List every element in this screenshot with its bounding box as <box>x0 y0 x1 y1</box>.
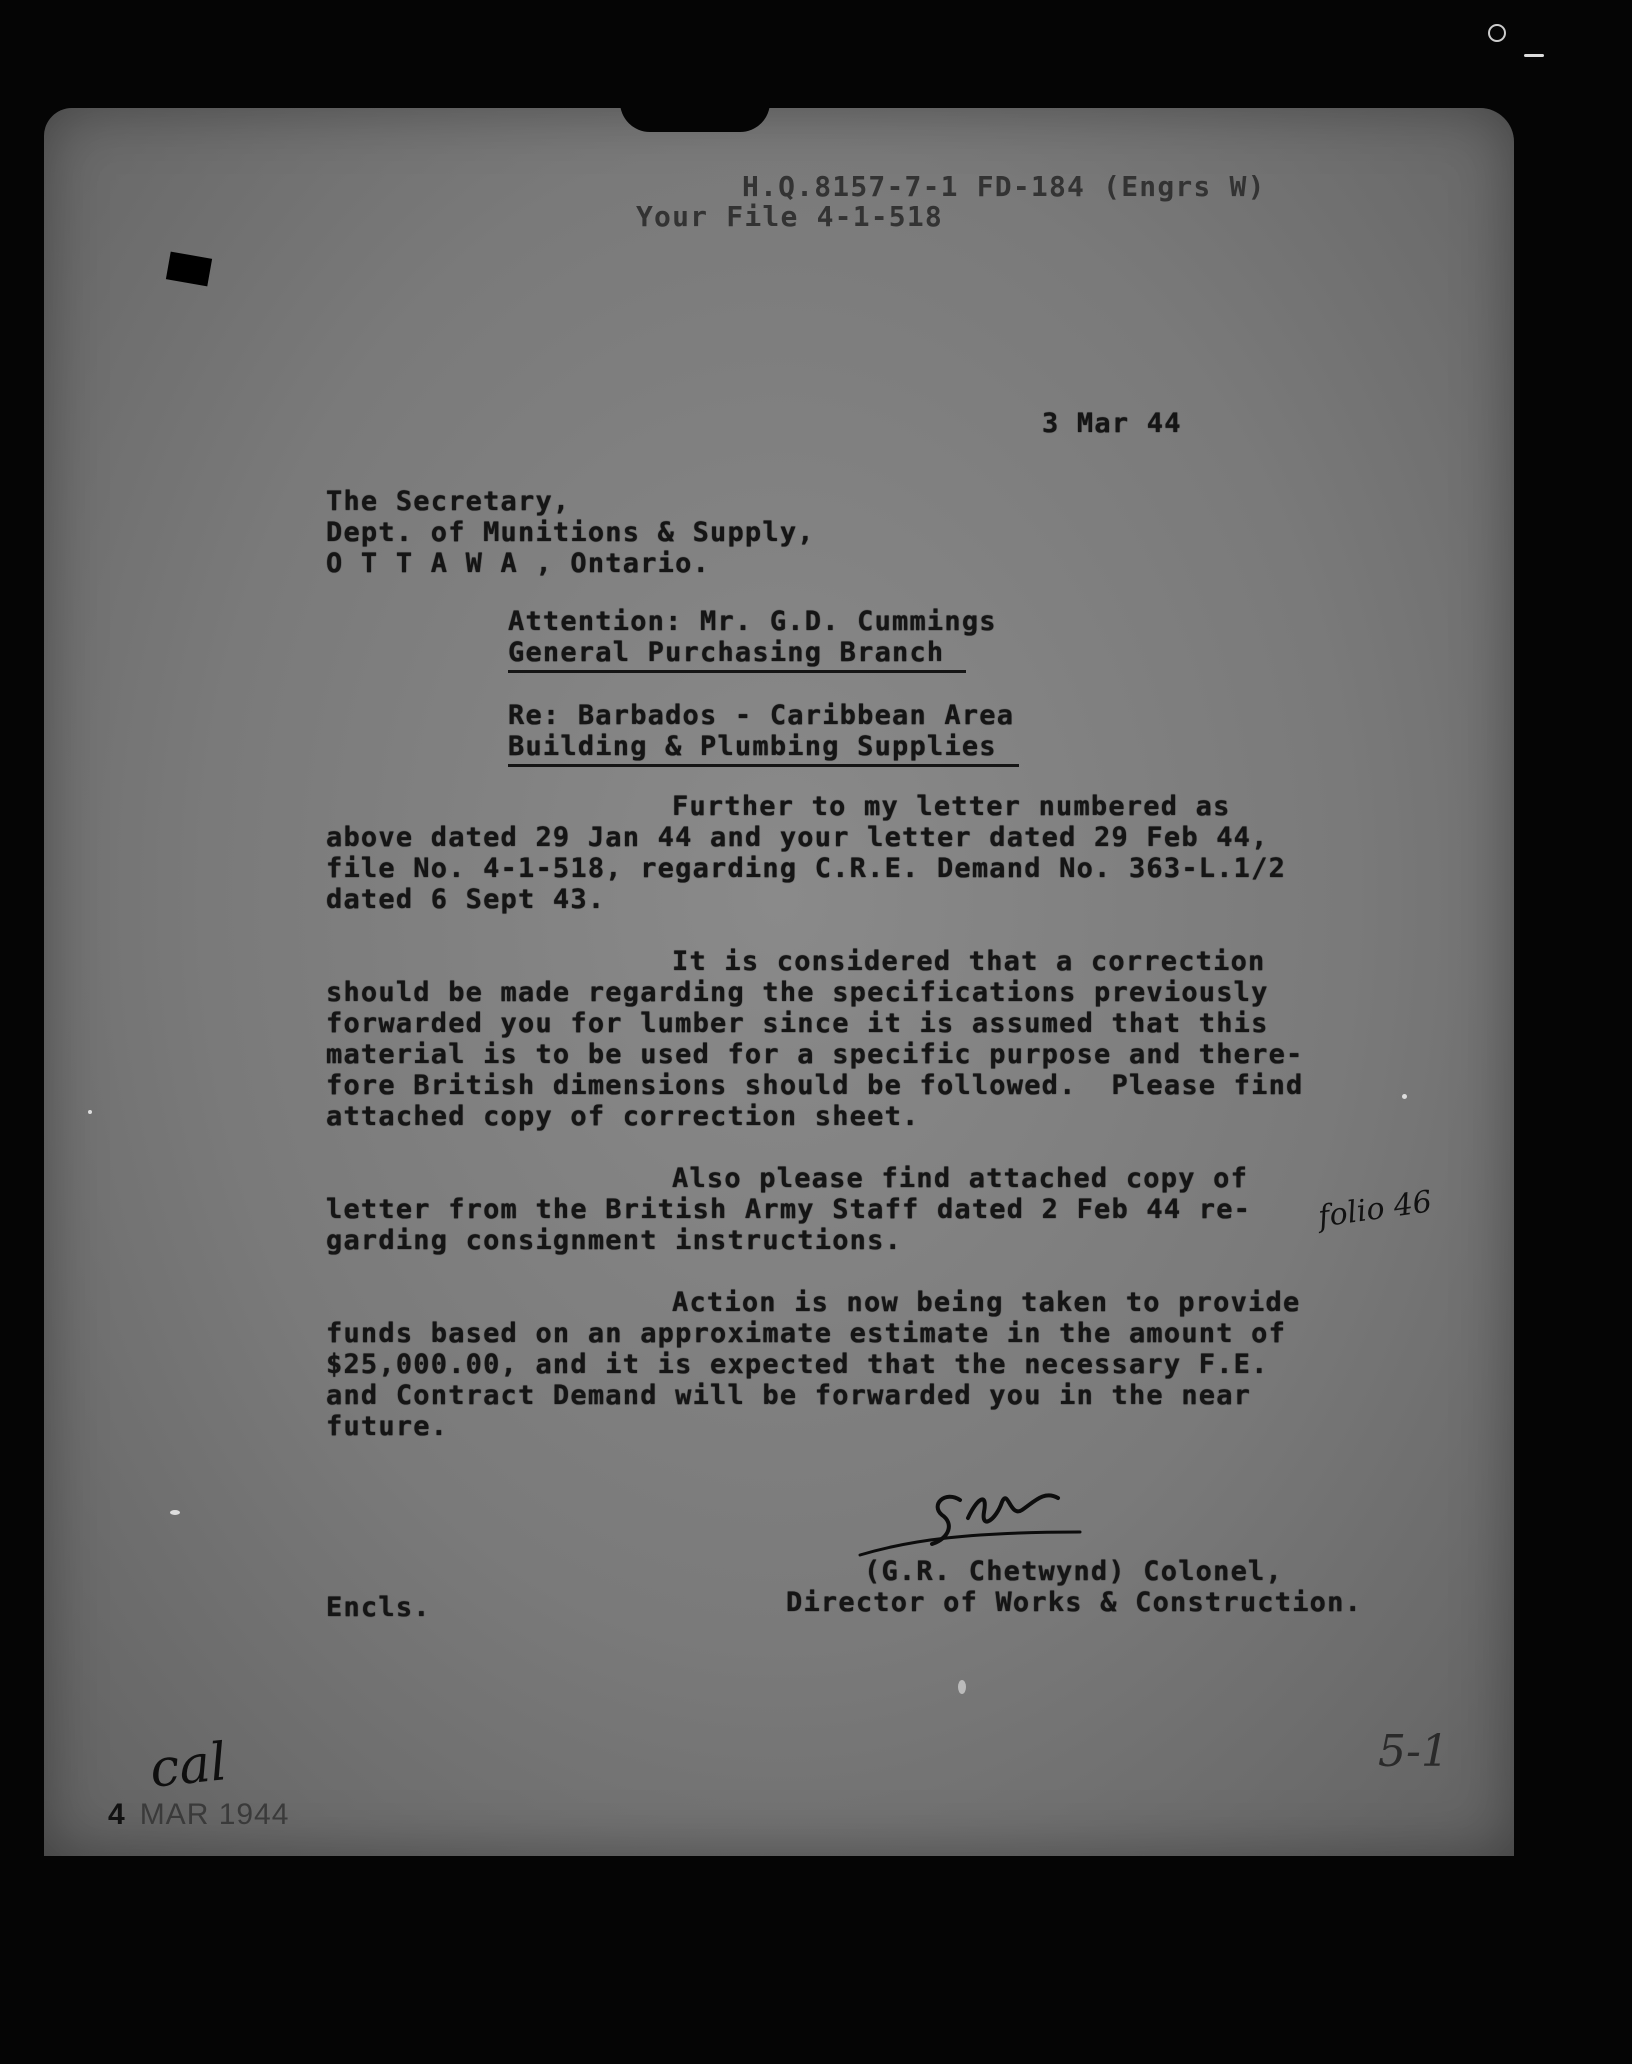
body-p1-line-1: Further to my letter numbered as <box>672 791 1231 822</box>
hq-file-reference: H.Q.8157-7-1 FD-184 (Engrs W) <box>742 170 1266 203</box>
enclosures-label: Encls. <box>326 1592 431 1623</box>
scan-speck <box>1402 1094 1407 1099</box>
scan-speck <box>958 1680 966 1694</box>
letter-date: 3 Mar 44 <box>1042 408 1182 439</box>
signature <box>850 1460 1090 1570</box>
addressee-line-2: Dept. of Munitions & Supply, <box>326 517 815 548</box>
scan-speck <box>1488 24 1506 42</box>
body-p3-line-1: Also please find attached copy of <box>672 1163 1249 1194</box>
body-p4-line-1: Action is now being taken to provide <box>672 1287 1301 1318</box>
body-p4-line-4: and Contract Demand will be forwarded you in the near <box>326 1380 1252 1411</box>
attention-line: Attention: Mr. G.D. Cummings <box>508 606 997 637</box>
addressee-line-1: The Secretary, <box>326 486 571 517</box>
paper-tear <box>620 92 770 132</box>
your-file-reference: Your File 4-1-518 <box>636 200 943 233</box>
body-p4-line-2: funds based on an approximate estimate in the amount of <box>326 1318 1287 1349</box>
received-date-stamp <box>108 1798 289 1832</box>
attention-branch: General Purchasing Branch <box>508 637 966 673</box>
handwritten-initials: cal <box>147 1732 230 1800</box>
scan-speck <box>170 1510 180 1515</box>
signatory-title: Director of Works & Construction. <box>786 1587 1363 1618</box>
body-p4-line-3: $25,000.00, and it is expected that the necessary F.E. <box>326 1349 1269 1380</box>
body-p1-line-3: file No. 4-1-518, regarding C.R.E. Demand No. 363-L.1/2 <box>326 853 1287 884</box>
subject-line: Re: Barbados - Caribbean Area <box>508 700 1015 731</box>
body-p1-line-2: above dated 29 Jan 44 and your letter dated 29 Feb 44, <box>326 822 1269 853</box>
body-p4-line-5: future. <box>326 1411 449 1442</box>
body-p2-line-3: forwarded you for lumber since it is assumed that this <box>326 1008 1269 1039</box>
signatory-name: (G.R. Chetwynd) Colonel, <box>864 1556 1283 1587</box>
stamp-month-year: MAR 1944 <box>139 1798 290 1831</box>
addressee-line-3: O T T A W A , Ontario. <box>326 548 711 579</box>
page-number-mark: 5-1 <box>1378 1726 1449 1777</box>
body-p2-line-2: should be made regarding the specifications previously <box>326 977 1269 1008</box>
handwritten-folio-note: folio 46 <box>1316 1184 1435 1235</box>
scan-speck <box>1524 54 1544 57</box>
stamp-day: 4 <box>108 1798 126 1831</box>
body-p2-line-4: material is to be used for a specific purpose and there- <box>326 1039 1304 1070</box>
subject-detail: Building & Plumbing Supplies <box>508 731 1019 767</box>
body-p3-line-3: garding consignment instructions. <box>326 1225 903 1256</box>
body-p1-line-4: dated 6 Sept 43. <box>326 884 606 915</box>
body-p2-line-5: fore British dimensions should be followed. Please find <box>326 1070 1304 1101</box>
body-p2-line-1: It is considered that a correction <box>672 946 1266 977</box>
scan-speck <box>88 1110 92 1114</box>
body-p3-line-2: letter from the British Army Staff dated 2 Feb 44 re- <box>326 1194 1252 1225</box>
body-p2-line-6: attached copy of correction sheet. <box>326 1101 920 1132</box>
